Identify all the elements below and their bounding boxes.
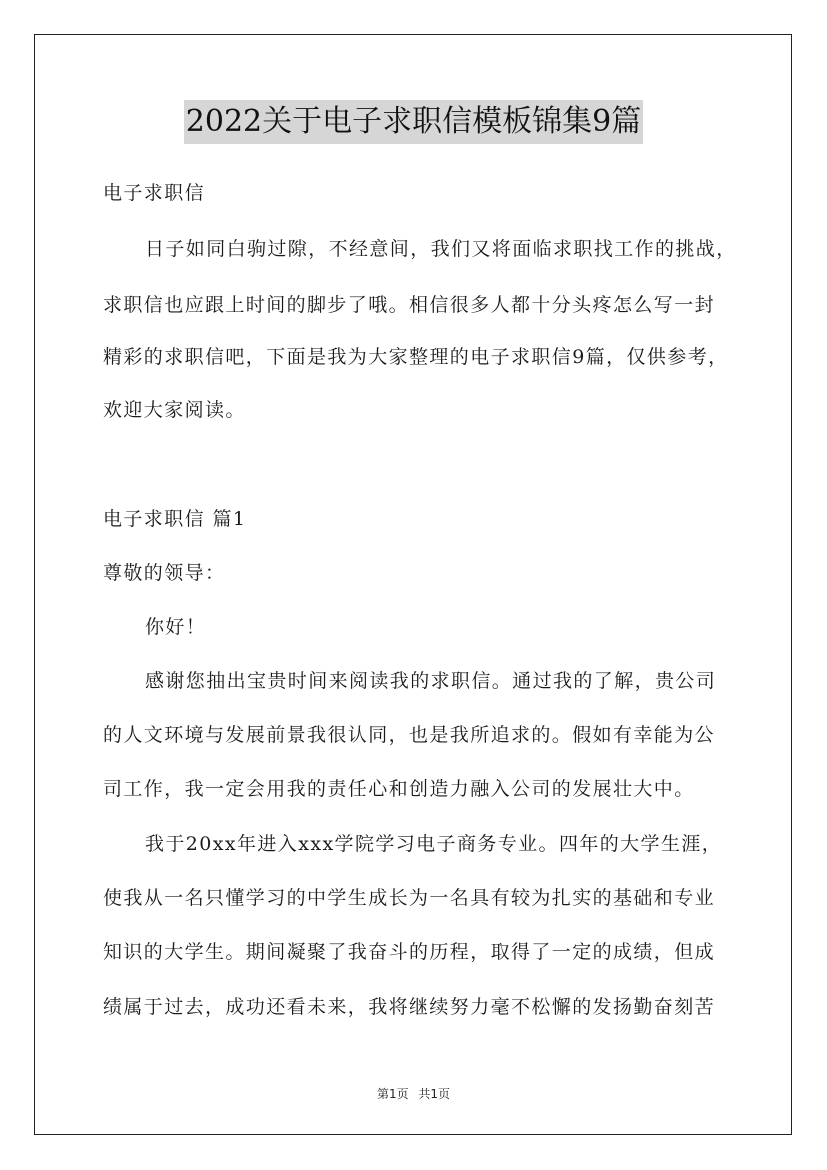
- paragraph-line: 求职信也应跟上时间的脚步了哦。相信很多人都十分头疼怎么写一封: [103, 294, 716, 316]
- title-container: [0, 100, 827, 144]
- paragraph-line: 知识的大学生。期间凝聚了我奋斗的历程，取得了一定的成绩，但成: [103, 941, 716, 963]
- paragraph-line: 使我从一名只懂学习的中学生成长为一名具有较为扎实的基础和专业: [103, 887, 716, 909]
- salutation: 尊敬的领导：: [103, 562, 226, 584]
- paragraph-line: 感谢您抽出宝贵时间来阅读我的求职信。通过我的了解，贵公司: [145, 670, 717, 692]
- paragraph-line: 我于20xx年进入xxx学院学习电子商务专业。四年的大学生涯，: [145, 833, 723, 855]
- section-heading: 电子求职信: [103, 182, 206, 204]
- paragraph-line: 司工作，我一定会用我的责任心和创造力融入公司的发展壮大中。: [103, 778, 695, 800]
- paragraph-line: 的人文环境与发展前景我很认同，也是我所追求的。假如有幸能为公: [103, 724, 716, 746]
- section-heading: 电子求职信 篇1: [103, 508, 247, 530]
- page-footer: [0, 1085, 827, 1102]
- document-title: 2022关于电子求职信模板锦集9篇: [184, 100, 643, 144]
- page-total: 共1页: [418, 1087, 451, 1101]
- page-number: 第1页: [376, 1087, 409, 1101]
- paragraph-line: 绩属于过去，成功还看未来，我将继续努力毫不松懈的发扬勤奋刻苦: [103, 996, 716, 1018]
- paragraph-line: 日子如同白驹过隙，不经意间，我们又将面临求职找工作的挑战，: [145, 238, 737, 260]
- greeting: 你好！: [145, 616, 207, 638]
- paragraph-line: 欢迎大家阅读。: [103, 399, 246, 421]
- paragraph-line: 精彩的求职信吧，下面是我为大家整理的电子求职信9篇，仅供参考，: [103, 346, 729, 368]
